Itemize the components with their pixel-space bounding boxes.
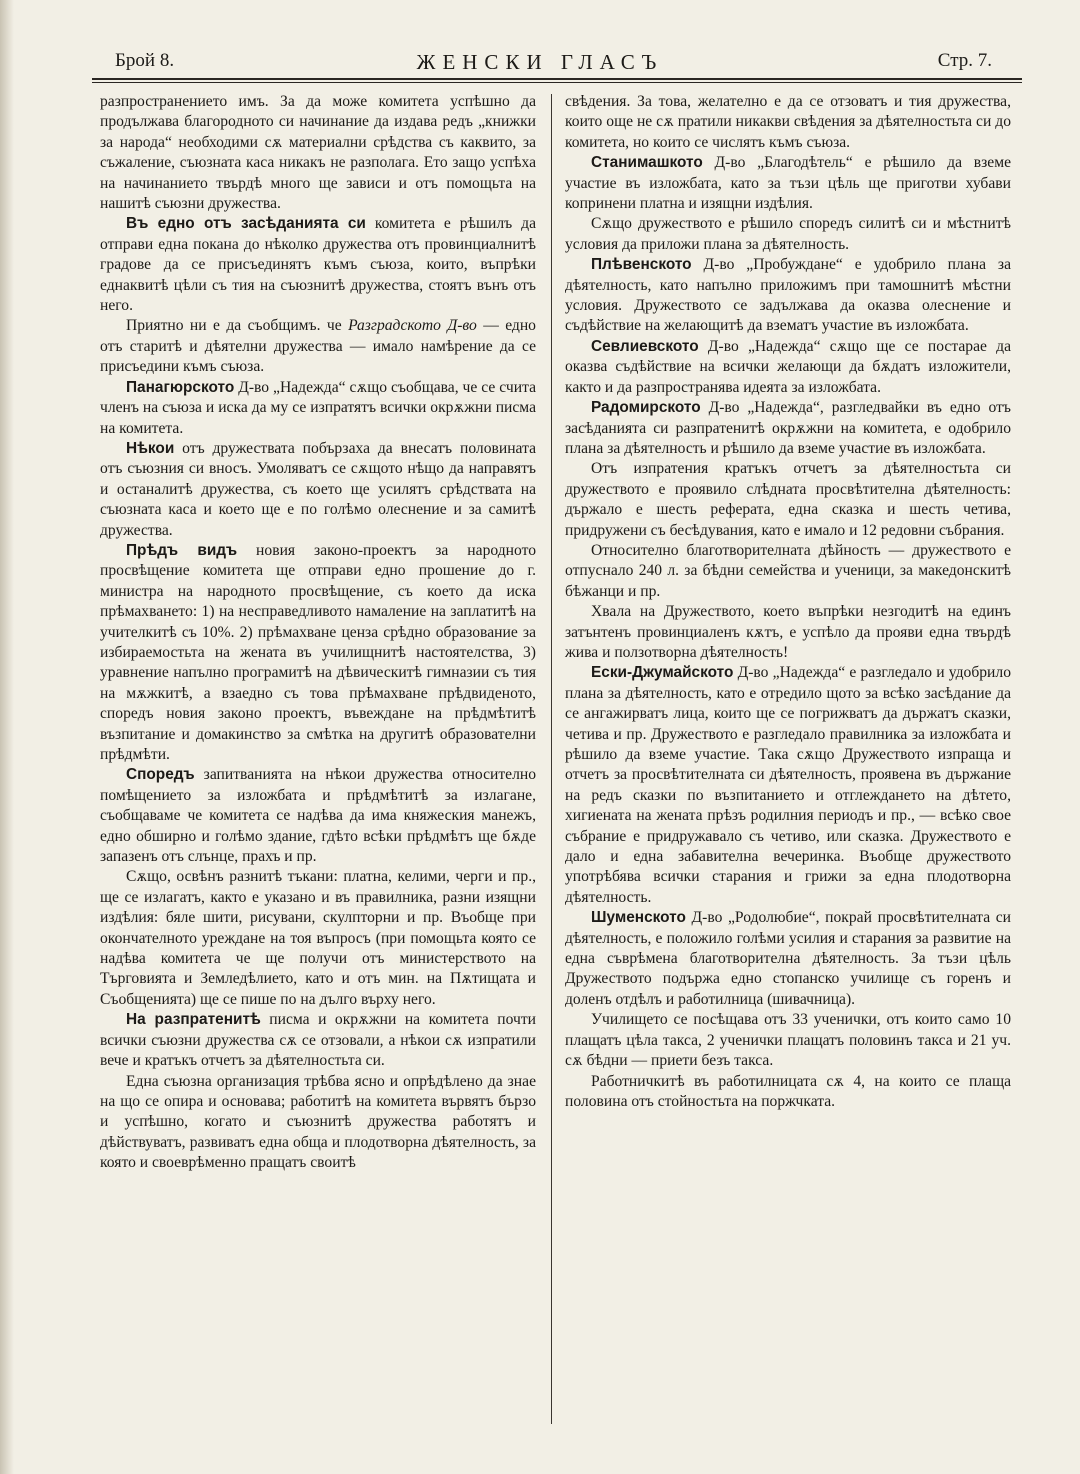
page-header (0, 50, 1080, 76)
paragraph: Севлиевското Д-во „Надежда“ сѫщо ще се постарае да оказва съдѣйствие на всички желающи да бѫдатъ изложители, както и да разпространява идеята за изложбата. (565, 337, 1011, 396)
column-separator (551, 94, 552, 1424)
paragraph: Ески-Джумайското Д-во „Надежда“ е разгледало и удобрило плана за дѣятелность, като е отредило щото за всѣко засѣдание да се ангажирватъ лица, които ще се погрижватъ да държатъ сказки, четива и пр. Дружеството е разгледало правилника за изложбата и рѣшило да вземе участие. Така сѫщо Дружеството изпраща и отчетъ за просвѣтителната си дѣятелность, проявена въ държание на редъ сказки по възпитанието и отглеждането на дѣтето, хигиената на жената прѣзъ родилния периодъ и пр., — всѣко свое събрание е придружавало съ четиво, или сказка. Дружеството е дало и една забавителна вечеринка. Въобще дружеството употрѣбява всички старания и грижи за една плодотворна дѣятелность. (565, 664, 1011, 906)
issue-number: Брой 8. (115, 50, 175, 71)
paragraph: Училището се посѣщава отъ 33 ученички, отъ които само 10 плащатъ цѣла такса, 2 ученички плащатъ половинъ такса и 21 уч. сѫ бѣдни — приети безъ такса. (565, 1011, 1011, 1070)
paragraph: Приятно ни е да съобщимъ. че Разградското Д-во — едно отъ старитѣ и дѣятелни дружества — имало намѣрение да се присъедини къмъ съюза. (100, 317, 536, 376)
paragraph: На разпратенитѣ писма и окрѫжни на комитета почти всички съюзни дружества сѫ се отзовали, а нѣкои сѫ изпратили вече и кратъкъ отчетъ за дѣятелностьта си. (100, 1011, 536, 1070)
paragraph: Относително благотворителната дѣйность — дружеството е отпуснало 240 л. за бѣдни семейства и ученици, за македонскитѣ бѣжанци и пр. (565, 541, 1011, 600)
paragraph: Шуменското Д-во „Родолюбие“, покрай просвѣтителната си дѣятелность, е положило голѣми усилия и старания за развитие на една съврѣмена благотворителна дѣятелность. За тъзи цѣль Дружеството подържа едно стопанско училище съ горенъ и доленъ отдѣлъ и работилница (шивачница). (565, 909, 1011, 1008)
page-number: Стр. 7. (937, 50, 992, 71)
paragraph: Панагюрското Д-во „Надежда“ сѫщо съобщава, че се счита членъ на съюза и иска да му се изпратятъ всички окрѫжни писма на комитета. (100, 378, 536, 437)
right-column (565, 92, 1011, 1112)
paragraph: Сѫщо дружеството е рѣшило споредъ силитѣ си и мѣстнитѣ условия да приложи плана за дѣятелность. (565, 215, 1011, 253)
paragraph: Въ едно отъ засѣданията си комитета е рѣшилъ да отправи една покана до нѣколко дружества отъ провинциалнитѣ градове да се присъединятъ къмъ съюза, които, въпрѣки еднаквитѣ цѣли съ тия на съюзнитѣ дружества, стоятъ вънъ отъ него. (100, 215, 536, 315)
paragraph: Плѣвенското Д-во „Пробуждане“ е удобрило плана за дѣятелность, като напълно приложимъ при тамошнитѣ мѣстни условия. Дружеството се задължава да оказва олеснение и съдѣйствие на желающитѣ да взематъ участие въ изложбата. (565, 256, 1011, 335)
paragraph: Станимашкото Д-во „Благодѣтель“ е рѣшило да вземе участие въ изложбата, като за тъзи цѣль ще приготви хубави копринени платна и изящни издѣлия. (565, 154, 1011, 213)
header-rule (92, 78, 1022, 80)
paragraph: разпространението имъ. За да може комитета успѣшно да продължава благородното си начинание да издава редъ „книжки за народа“ необходими сѫ материални срѣдства съ каквито, за съжаление, съюзната каса никакъ не разполага. Ето защо успѣха на начинанието твърдѣ много ще зависи и отъ помощьта на нашитѣ съюзни дружества. (100, 93, 536, 213)
newspaper-title: ЖЕНСКИ ГЛАСЪ (416, 50, 664, 74)
left-column (100, 92, 536, 1174)
paragraph: Нѣкои отъ дружествата побързаха да внесатъ половината отъ съюзния си вносъ. Умоляватъ се сѫщото нѣщо да направятъ и останалитѣ дружества, съ което ще усилятъ срѣдствата на съюзната каса и което ще е по голѣмо олеснение и за самитѣ дружества. (100, 439, 536, 539)
paragraph: Сѫщо, освѣнъ разнитѣ тъкани: платна, келими, черги и пр., ще се излагатъ, както е указано и въ правилника, разни изящни издѣлия: бяле шити, рисувани, скулпторни и пр. Въобще при окончателното уреждане на тоя въпросъ (при помощьта която се надѣва комитета че ще получи отъ министерството на Търговията и Земледѣлието, като и отъ мин. на Пѫтищата и Съобщенията) ще се пише по на дълго върху него. (100, 868, 536, 1008)
page-spine-shadow (0, 0, 14, 1474)
paragraph: Прѣдъ видъ новия законо-проектъ за народното просвѣщение комитета ще отправи едно прошение до г. министра на народното просвѣщение, съ което да иска прѣмахването: 1) на несправедливото намаление на заплатитѣ на учителкитѣ съ 10%. 2) прѣмахване ценза срѣдно образование за избираемостьта на жената въ училищнитѣ настоятелства, 3) уравнение напълно програмитѣ на дѣвическитѣ гимназии съ тия на мѫжкитѣ, а взаедно съ това прѣмахване прѣдвиденото, споредъ новия законо проектъ, въвеждане на прѣдмѣтитѣ възпитание и домакинство за смѣтка на другитѣ образователни прѣдмѣти. (100, 541, 536, 763)
header-rule-thin (92, 82, 1022, 83)
paragraph: Една съюзна организация трѣбва ясно и опрѣдѣлено да знае на що се опира и основава; работитѣ на комитета вървятъ бързо и успѣшно, когато и съюзнитѣ дружества работятъ и дѣйствуватъ, развиватъ една обща и плодотворна дѣятелность, за която и своеврѣменно пращатъ своитѣ (100, 1072, 536, 1172)
paragraph: Споредъ запитванията на нѣкои дружества относително помѣщението за изложбата и прѣдмѣтитѣ за излагане, съобщаваме че комитета се надѣва да има княжеския манежъ, едно обширно и голѣмо здание, гдѣто всѣки прѣдмѣтъ ще бѫде запазенъ отъ слънце, прахъ и пр. (100, 766, 536, 866)
paragraph: Отъ изпратения кратъкъ отчетъ за дѣятелностьта си дружеството е проявило слѣдната просвѣтителна дѣятелность: държало е шесть реферата, една сказка и шесть четива, придружени съ бесѣдувания, като е имало и 12 редовни събрания. (565, 460, 1011, 539)
paragraph: Радомирското Д-во „Надежда“, разгледвайки въ едно отъ засѣданията си разпратенитѣ окрѫжни на комитета, е одобрило плана за дѣятелность и рѣшило да вземе участие въ изложбата. (565, 399, 1011, 457)
paragraph: свѣдения. За това, желателно е да се отзоватъ и тия дружества, които още не сѫ пратили никакви свѣдения за дѣятелностьта си до комитета, но които се числятъ къмъ съюза. (565, 93, 1011, 151)
paragraph: Хвала на Дружеството, което въпрѣки незгодитѣ на единъ затънтенъ провинциаленъ кѫтъ, е успѣло да прояви една твърдѣ жива и ползотворна дѣятелность! (565, 603, 1011, 661)
paragraph: Работничкитѣ въ работилницата сѫ 4, на които се плаща половина отъ стойностьта на поржчката. (565, 1072, 1011, 1110)
